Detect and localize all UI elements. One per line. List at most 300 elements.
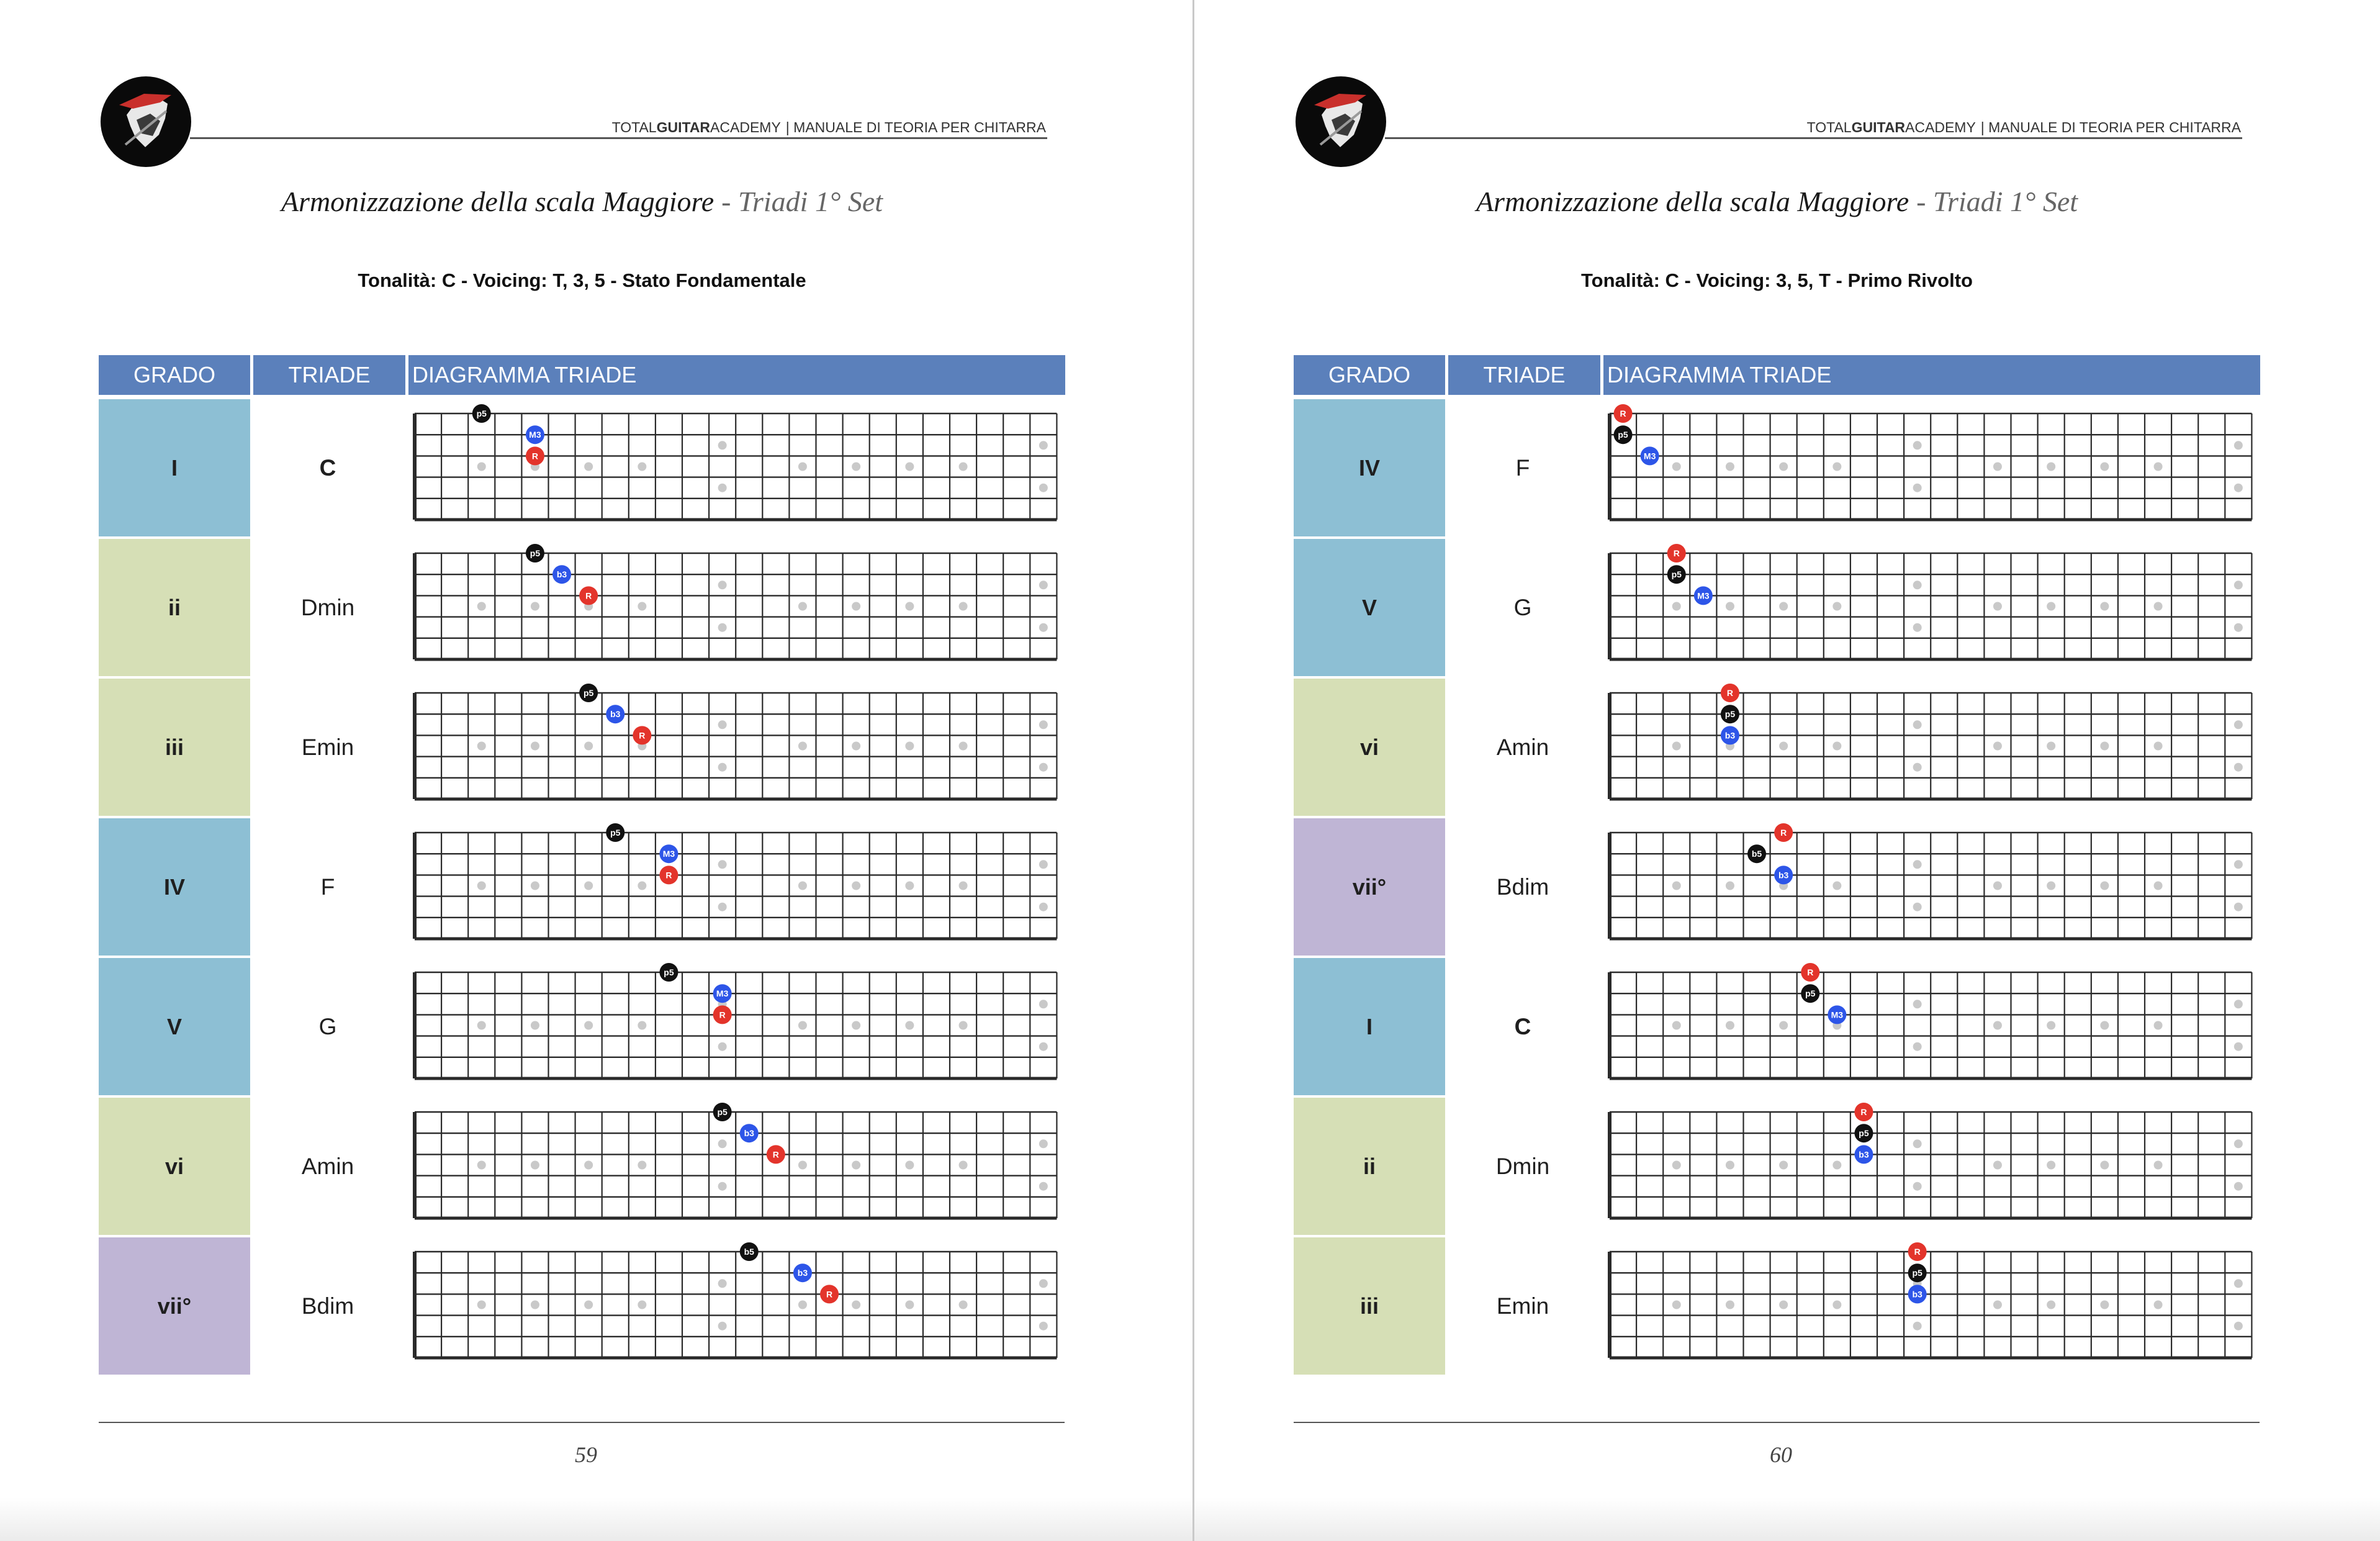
fret-inlay-dot (477, 1301, 486, 1309)
fret-inlay-dot (477, 882, 486, 890)
fret-inlay-dot (1039, 1279, 1048, 1288)
fret-inlay-dot (959, 463, 968, 471)
fret-inlay-dot (1039, 1182, 1048, 1191)
note-marker-fifth (1721, 705, 1739, 723)
column-header-triade: TRIADE (253, 355, 405, 395)
triad-cell (1445, 1237, 1600, 1375)
fret-inlay-dot (2234, 720, 2243, 729)
fret-inlay-dot (852, 463, 860, 471)
note-label: p5 (664, 967, 674, 977)
fret-inlay-dot (638, 463, 646, 471)
running-head (372, 118, 1046, 137)
fret-inlay-dot (2100, 463, 2109, 471)
grade-label: I (171, 454, 178, 481)
fret-inlay-dot (1993, 463, 2002, 471)
fret-inlay-dot (1039, 623, 1048, 632)
fret-inlay-dot (798, 1021, 807, 1030)
note-marker-fifth (1854, 1124, 1873, 1142)
triad-cell (1445, 958, 1600, 1095)
triad-label: Dmin (300, 594, 355, 620)
fretboard-diagram (410, 828, 1062, 946)
fret-inlay-dot (1993, 742, 2002, 751)
fret-inlay-dot (2100, 1161, 2109, 1170)
fret-inlay-dot (638, 1021, 646, 1030)
note-label: b3 (610, 709, 621, 720)
fret-inlay-dot (1913, 623, 1922, 632)
fret-inlay-dot (477, 602, 486, 611)
fret-inlay-dot (2047, 1021, 2055, 1030)
fret-inlay-dot (1993, 1021, 2002, 1030)
triad-cell (1445, 1098, 1600, 1235)
fret-inlay-dot (638, 882, 646, 890)
fret-inlay-dot (1913, 1322, 1922, 1331)
triad-label: G (1513, 594, 1532, 620)
note-label: p5 (717, 1107, 728, 1117)
running-head (1567, 118, 2241, 137)
fret-inlay-dot (852, 882, 860, 890)
fret-inlay-dot (584, 463, 593, 471)
note-label: b3 (1912, 1289, 1922, 1299)
triad-cell (250, 399, 405, 536)
fret-inlay-dot (638, 602, 646, 611)
fret-inlay-dot (531, 1301, 539, 1309)
note-marker-fifth (526, 544, 544, 563)
triad-cell (250, 1237, 405, 1375)
fret-inlay-dot (2154, 1301, 2163, 1309)
brand-academy: ACADEMY (710, 119, 781, 135)
fret-inlay-dot (798, 742, 807, 751)
fret-inlay-dot (2154, 1161, 2163, 1170)
note-label: p5 (1724, 709, 1736, 720)
note-marker-root (767, 1145, 785, 1164)
fret-inlay-dot (905, 1301, 914, 1309)
brand-guitar: GUITAR (1851, 119, 1906, 135)
fret-inlay-dot (2047, 602, 2055, 611)
fret-inlay-dot (584, 1301, 593, 1309)
note-marker-root (526, 446, 544, 465)
page-title (99, 183, 1065, 220)
page-divider (1192, 0, 1194, 1541)
note-marker-root (579, 586, 598, 605)
triad-cell (1445, 679, 1600, 816)
table-row (99, 958, 1065, 1098)
fret-inlay-dot (1913, 1182, 1922, 1191)
fret-inlay-dot (477, 1161, 486, 1170)
fret-inlay-dot (1832, 602, 1841, 611)
fret-inlay-dot (1913, 720, 1922, 729)
fret-inlay-dot (2234, 860, 2243, 869)
logo (1296, 76, 1386, 167)
table-row (1294, 1098, 2260, 1237)
fret-inlay-dot (1039, 441, 1048, 450)
fret-inlay-dot (2047, 463, 2055, 471)
fret-inlay-dot (2234, 1000, 2243, 1008)
grade-label: vi (1359, 734, 1379, 760)
grade-label: I (1366, 1013, 1373, 1039)
note-marker-fifth (740, 1242, 759, 1261)
fret-inlay-dot (1672, 1021, 1681, 1030)
fret-inlay-dot (2234, 1182, 2243, 1191)
note-label: p5 (1912, 1268, 1922, 1278)
fret-inlay-dot (584, 742, 593, 751)
grade-cell (99, 1237, 250, 1375)
note-label: R (1860, 1107, 1867, 1117)
table-row (1294, 1237, 2260, 1377)
triad-cell (1445, 399, 1600, 536)
fret-inlay-dot (1993, 882, 2002, 890)
note-label: R (531, 451, 539, 461)
fret-inlay-dot (798, 602, 807, 611)
fret-inlay-dot (584, 1161, 593, 1170)
note-label: b3 (1724, 730, 1736, 741)
note-label: R (639, 730, 646, 741)
fret-inlay-dot (1913, 484, 1922, 492)
page-number: 60 (1770, 1442, 1792, 1467)
grade-cell (1294, 679, 1445, 816)
table-row (99, 1098, 1065, 1237)
fret-inlay-dot (852, 1161, 860, 1170)
grade-label: ii (168, 594, 181, 620)
fret-inlay-dot (959, 1301, 968, 1309)
table-row (99, 679, 1065, 818)
fret-inlay-dot (2234, 441, 2243, 450)
note-marker-third (1774, 865, 1793, 884)
header-rule (1385, 137, 2242, 139)
fret-inlay-dot (1913, 763, 1922, 772)
fret-inlay-dot (584, 882, 593, 890)
fret-inlay-dot (852, 1301, 860, 1309)
fret-inlay-dot (1726, 1021, 1734, 1030)
fret-inlay-dot (2234, 1279, 2243, 1288)
title-sub: - Triadi 1° Set (721, 186, 883, 217)
fretboard-diagram (1605, 828, 2256, 946)
page-60 (1195, 0, 2380, 1541)
fret-inlay-dot (959, 742, 968, 751)
triad-cell (250, 679, 405, 816)
fret-inlay-dot (2100, 742, 2109, 751)
note-marker-third (713, 984, 732, 1003)
fret-inlay-dot (531, 602, 539, 611)
fret-inlay-dot (531, 1021, 539, 1030)
fretboard-diagram (1605, 967, 2256, 1085)
fret-inlay-dot (1779, 1021, 1788, 1030)
table-row (99, 539, 1065, 679)
note-marker-third (1694, 586, 1713, 605)
note-marker-fifth (1667, 565, 1686, 584)
table-row (1294, 539, 2260, 679)
triad-cell (250, 818, 405, 956)
note-label: p5 (1671, 569, 1682, 580)
fret-inlay-dot (1913, 1000, 1922, 1008)
title-sub: - Triadi 1° Set (1916, 186, 2078, 217)
note-marker-root (1721, 684, 1739, 702)
note-marker-third (1828, 1005, 1846, 1024)
footer-rule (99, 1422, 1065, 1423)
fret-inlay-dot (2154, 602, 2163, 611)
fret-inlay-dot (2100, 602, 2109, 611)
fretboard-diagram (1605, 409, 2256, 526)
fretboard-diagram (1605, 1247, 2256, 1365)
note-marker-root (1667, 544, 1686, 563)
note-marker-third (1721, 726, 1739, 744)
note-label: M3 (662, 849, 675, 859)
column-header-diagramma: DIAGRAMMA TRIADE (408, 355, 1065, 395)
brand-total: TOTAL (1806, 119, 1852, 135)
fret-inlay-dot (852, 1021, 860, 1030)
fret-inlay-dot (718, 1322, 727, 1331)
note-marker-fifth (579, 684, 598, 702)
note-label: M3 (716, 988, 729, 999)
fret-inlay-dot (718, 1182, 727, 1191)
fret-inlay-dot (718, 581, 727, 589)
fretboard-diagram (410, 688, 1062, 806)
grade-cell (1294, 1098, 1445, 1235)
note-marker-fifth (659, 963, 678, 982)
grade-label: vii° (157, 1293, 192, 1319)
voicing-subtitle: Tonalità: C - Voicing: T, 3, 5 - Stato Fondamentale (358, 269, 806, 291)
fretboard-diagram (410, 1247, 1062, 1365)
fret-inlay-dot (1039, 581, 1048, 589)
fret-inlay-dot (531, 742, 539, 751)
fret-inlay-dot (1779, 742, 1788, 751)
fret-inlay-dot (852, 742, 860, 751)
fret-inlay-dot (1672, 1161, 1681, 1170)
fret-inlay-dot (905, 882, 914, 890)
fret-inlay-dot (1726, 1301, 1734, 1309)
fret-inlay-dot (1993, 602, 2002, 611)
grade-label: IV (163, 874, 185, 900)
fret-inlay-dot (798, 1161, 807, 1170)
grade-cell (1294, 1237, 1445, 1375)
fretboard-diagram (1605, 1107, 2256, 1225)
grade-label: V (1361, 594, 1377, 620)
fret-inlay-dot (718, 860, 727, 869)
fret-inlay-dot (959, 1021, 968, 1030)
page-number: 59 (575, 1442, 597, 1467)
triad-label: Dmin (1495, 1153, 1550, 1179)
fret-inlay-dot (718, 484, 727, 492)
triad-label: F (1515, 454, 1530, 481)
triad-label: F (320, 874, 335, 900)
title-main: Armonizzazione della scala Maggiore (281, 186, 714, 217)
fret-inlay-dot (1913, 581, 1922, 589)
note-marker-root (1908, 1242, 1927, 1261)
fret-inlay-dot (2154, 463, 2163, 471)
note-marker-fifth (713, 1103, 732, 1121)
fret-inlay-dot (1039, 484, 1048, 492)
table-row (1294, 399, 2260, 539)
note-label: R (1914, 1247, 1921, 1257)
grade-cell (1294, 818, 1445, 956)
fret-inlay-dot (905, 1161, 914, 1170)
fret-inlay-dot (798, 463, 807, 471)
title-main: Armonizzazione della scala Maggiore (1476, 186, 1909, 217)
table-row (99, 1237, 1065, 1377)
table-row (99, 399, 1065, 539)
grade-label: IV (1358, 454, 1380, 481)
page-title (1294, 183, 2260, 220)
fret-inlay-dot (1779, 602, 1788, 611)
fret-inlay-dot (1726, 882, 1734, 890)
fret-inlay-dot (852, 602, 860, 611)
fret-inlay-dot (1726, 463, 1734, 471)
fret-inlay-dot (1039, 720, 1048, 729)
note-label: b5 (1751, 849, 1762, 859)
triad-label: Bdim (1496, 874, 1549, 900)
note-marker-third (1641, 446, 1659, 465)
fret-inlay-dot (1039, 860, 1048, 869)
fret-inlay-dot (2100, 1021, 2109, 1030)
note-label: R (1807, 967, 1814, 977)
fretboard-diagram (1605, 548, 2256, 666)
fret-inlay-dot (718, 623, 727, 632)
note-label: R (585, 590, 592, 601)
fret-inlay-dot (798, 1301, 807, 1309)
fret-inlay-dot (1672, 742, 1681, 751)
fret-inlay-dot (2234, 1042, 2243, 1051)
note-marker-fifth (472, 404, 491, 423)
fret-inlay-dot (2234, 763, 2243, 772)
grade-label: V (166, 1013, 182, 1039)
column-header-grado: GRADO (99, 355, 250, 395)
fret-inlay-dot (2154, 882, 2163, 890)
footer-rule (1294, 1422, 2260, 1423)
fret-inlay-dot (1039, 1042, 1048, 1051)
table-row (1294, 818, 2260, 958)
fret-inlay-dot (1779, 1301, 1788, 1309)
fret-inlay-dot (1039, 1139, 1048, 1148)
fretboard-diagram (410, 548, 1062, 666)
fret-inlay-dot (2234, 903, 2243, 911)
fret-inlay-dot (1832, 882, 1841, 890)
note-label: M3 (1643, 451, 1656, 461)
note-marker-fifth (1614, 425, 1633, 444)
grade-cell (99, 818, 250, 956)
note-marker-third (740, 1124, 759, 1142)
triad-label: G (318, 1013, 337, 1039)
fret-inlay-dot (718, 1042, 727, 1051)
grade-cell (99, 399, 250, 536)
fret-inlay-dot (1726, 602, 1734, 611)
brand-academy: ACADEMY (1905, 119, 1976, 135)
note-label: b5 (744, 1247, 754, 1257)
note-marker-fifth (1801, 984, 1819, 1003)
fret-inlay-dot (531, 1161, 539, 1170)
note-label: R (772, 1149, 779, 1160)
note-label: p5 (530, 548, 541, 558)
logo (101, 76, 191, 167)
header-rule (190, 137, 1047, 139)
note-label: b3 (744, 1128, 754, 1139)
fret-inlay-dot (905, 602, 914, 611)
fret-inlay-dot (2047, 1161, 2055, 1170)
column-header-diagramma: DIAGRAMMA TRIADE (1603, 355, 2260, 395)
fret-inlay-dot (2234, 1139, 2243, 1148)
grade-cell (99, 1098, 250, 1235)
triad-label: Bdim (301, 1293, 354, 1319)
note-marker-fifth (1747, 844, 1766, 863)
fret-inlay-dot (477, 742, 486, 751)
fret-inlay-dot (1779, 1161, 1788, 1170)
fret-inlay-dot (1726, 1161, 1734, 1170)
fret-inlay-dot (1672, 602, 1681, 611)
note-label: M3 (1697, 590, 1710, 601)
fret-inlay-dot (2234, 484, 2243, 492)
note-label: R (719, 1010, 726, 1020)
fretboard-diagram (410, 1107, 1062, 1225)
note-marker-third (659, 844, 678, 863)
fret-inlay-dot (959, 1161, 968, 1170)
note-label: p5 (476, 409, 487, 418)
triad-cell (1445, 539, 1600, 676)
fret-inlay-dot (2234, 581, 2243, 589)
grade-cell (99, 679, 250, 816)
note-marker-third (1908, 1285, 1927, 1303)
triad-label: C (1514, 1013, 1531, 1039)
grade-cell (99, 539, 250, 676)
fret-inlay-dot (905, 742, 914, 751)
note-label: p5 (1805, 988, 1816, 999)
fret-inlay-dot (1913, 903, 1922, 911)
fret-inlay-dot (1993, 1301, 2002, 1309)
note-marker-third (552, 565, 571, 584)
note-label: b3 (1859, 1149, 1869, 1160)
fret-inlay-dot (718, 1139, 727, 1148)
fret-inlay-dot (1779, 463, 1788, 471)
grade-label: iii (165, 734, 184, 760)
note-marker-root (1614, 404, 1633, 423)
manual-title: | MANUALE DI TEORIA PER CHITARRA (785, 119, 1046, 135)
note-label: b3 (797, 1268, 808, 1278)
note-marker-root (820, 1285, 839, 1303)
fret-inlay-dot (2234, 623, 2243, 632)
brand-guitar: GUITAR (656, 119, 711, 135)
manual-title: | MANUALE DI TEORIA PER CHITARRA (1980, 119, 2241, 135)
fret-inlay-dot (2047, 882, 2055, 890)
note-label: R (1726, 688, 1734, 698)
note-label: p5 (583, 688, 594, 698)
note-marker-root (713, 1005, 732, 1024)
fret-inlay-dot (798, 882, 807, 890)
fretboard-diagram (410, 409, 1062, 526)
grade-cell (1294, 539, 1445, 676)
note-label: p5 (1618, 430, 1628, 440)
fret-inlay-dot (1039, 1000, 1048, 1008)
fret-inlay-dot (531, 882, 539, 890)
note-marker-root (633, 726, 651, 744)
fret-inlay-dot (2234, 1322, 2243, 1331)
triad-label: Amin (1496, 734, 1549, 760)
fret-inlay-dot (2154, 1021, 2163, 1030)
grade-label: ii (1363, 1153, 1376, 1179)
fret-inlay-dot (1832, 463, 1841, 471)
fret-inlay-dot (2047, 1301, 2055, 1309)
triad-cell (250, 1098, 405, 1235)
fret-inlay-dot (1993, 1161, 2002, 1170)
fret-inlay-dot (718, 441, 727, 450)
grade-cell (1294, 958, 1445, 1095)
note-label: R (665, 870, 672, 880)
fret-inlay-dot (2100, 1301, 2109, 1309)
note-marker-fifth (1908, 1263, 1927, 1282)
note-marker-root (1774, 823, 1793, 842)
grade-label: vii° (1352, 874, 1387, 900)
fret-inlay-dot (2047, 742, 2055, 751)
fret-inlay-dot (1039, 1322, 1048, 1331)
note-label: R (1620, 409, 1626, 418)
fret-inlay-dot (1832, 1161, 1841, 1170)
fret-inlay-dot (1913, 441, 1922, 450)
